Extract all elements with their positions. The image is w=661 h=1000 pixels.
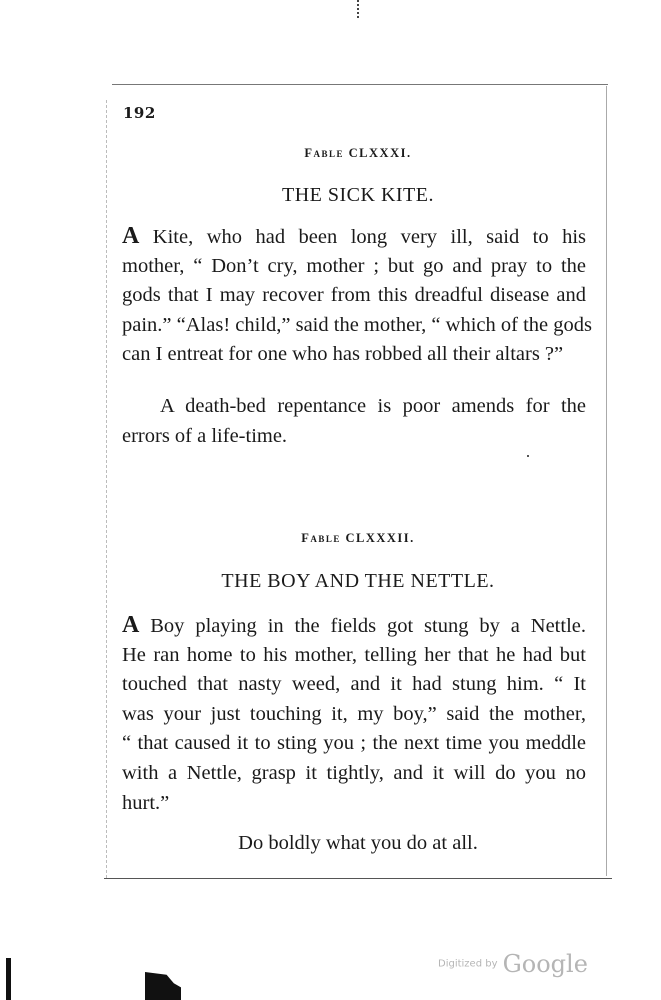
fable-heading: Fable CLXXXI. bbox=[304, 146, 412, 160]
drop-cap: A bbox=[122, 223, 140, 249]
google-logo: Google bbox=[502, 950, 588, 978]
fable-body-line: hurt.” bbox=[122, 791, 170, 814]
fable-body-line: “ that caused it to sting you ; the next time you meddle bbox=[122, 732, 586, 755]
digitized-watermark bbox=[438, 950, 588, 978]
fable-moral: Do boldly what you do at all. bbox=[238, 832, 478, 854]
fable-moral bbox=[122, 392, 586, 451]
scan-speck bbox=[527, 455, 529, 457]
drop-cap: A bbox=[122, 612, 140, 638]
page-frame-left-rule bbox=[106, 100, 107, 878]
page-frame-top-rule bbox=[112, 84, 608, 85]
fable-body-line: He ran home to his mother, telling her that he had but bbox=[122, 643, 586, 666]
fable-heading: Fable CLXXXII. bbox=[301, 531, 415, 545]
scan-blot bbox=[145, 972, 181, 1000]
fable-body-line: A Boy playing in the fields got stung by a Nettle. bbox=[122, 612, 586, 638]
scan-edge-mark bbox=[6, 958, 11, 1000]
fable-body-line: gods that I may recover from this dreadful disease and bbox=[122, 284, 586, 307]
fable-body bbox=[122, 222, 592, 370]
fable-body-line: A Kite, who had been long very ill, said to his bbox=[122, 223, 586, 249]
fable-body-line: pain.” “Alas! child,” said the mother, “ which of the gods bbox=[122, 313, 592, 336]
fable-body-line: touched that nasty weed, and it had stung him. “ It bbox=[122, 673, 586, 696]
watermark-prefix: Digitized by bbox=[438, 958, 498, 970]
fable-title: THE SICK KITE. bbox=[282, 184, 434, 206]
fable-moral-line: errors of a life-time. bbox=[122, 424, 288, 447]
fable-body-line: was your just touching it, my boy,” said the mother, bbox=[122, 702, 586, 725]
page-frame-bottom-rule bbox=[104, 878, 612, 879]
fable-body bbox=[122, 611, 586, 818]
scan-speck bbox=[357, 0, 361, 18]
fable-body-line: with a Nettle, grasp it tightly, and it will do you no bbox=[122, 761, 586, 784]
fable-body-line: mother, “ Don’t cry, mother ; but go and pray to the bbox=[122, 254, 586, 277]
fable-body-line: can I entreat for one who has robbed all their altars ?” bbox=[122, 343, 564, 366]
page-number: 192 bbox=[123, 104, 156, 122]
fable-moral-line: A death-bed repentance is poor amends for the bbox=[160, 395, 586, 417]
fable-title: THE BOY AND THE NETTLE. bbox=[221, 570, 495, 592]
